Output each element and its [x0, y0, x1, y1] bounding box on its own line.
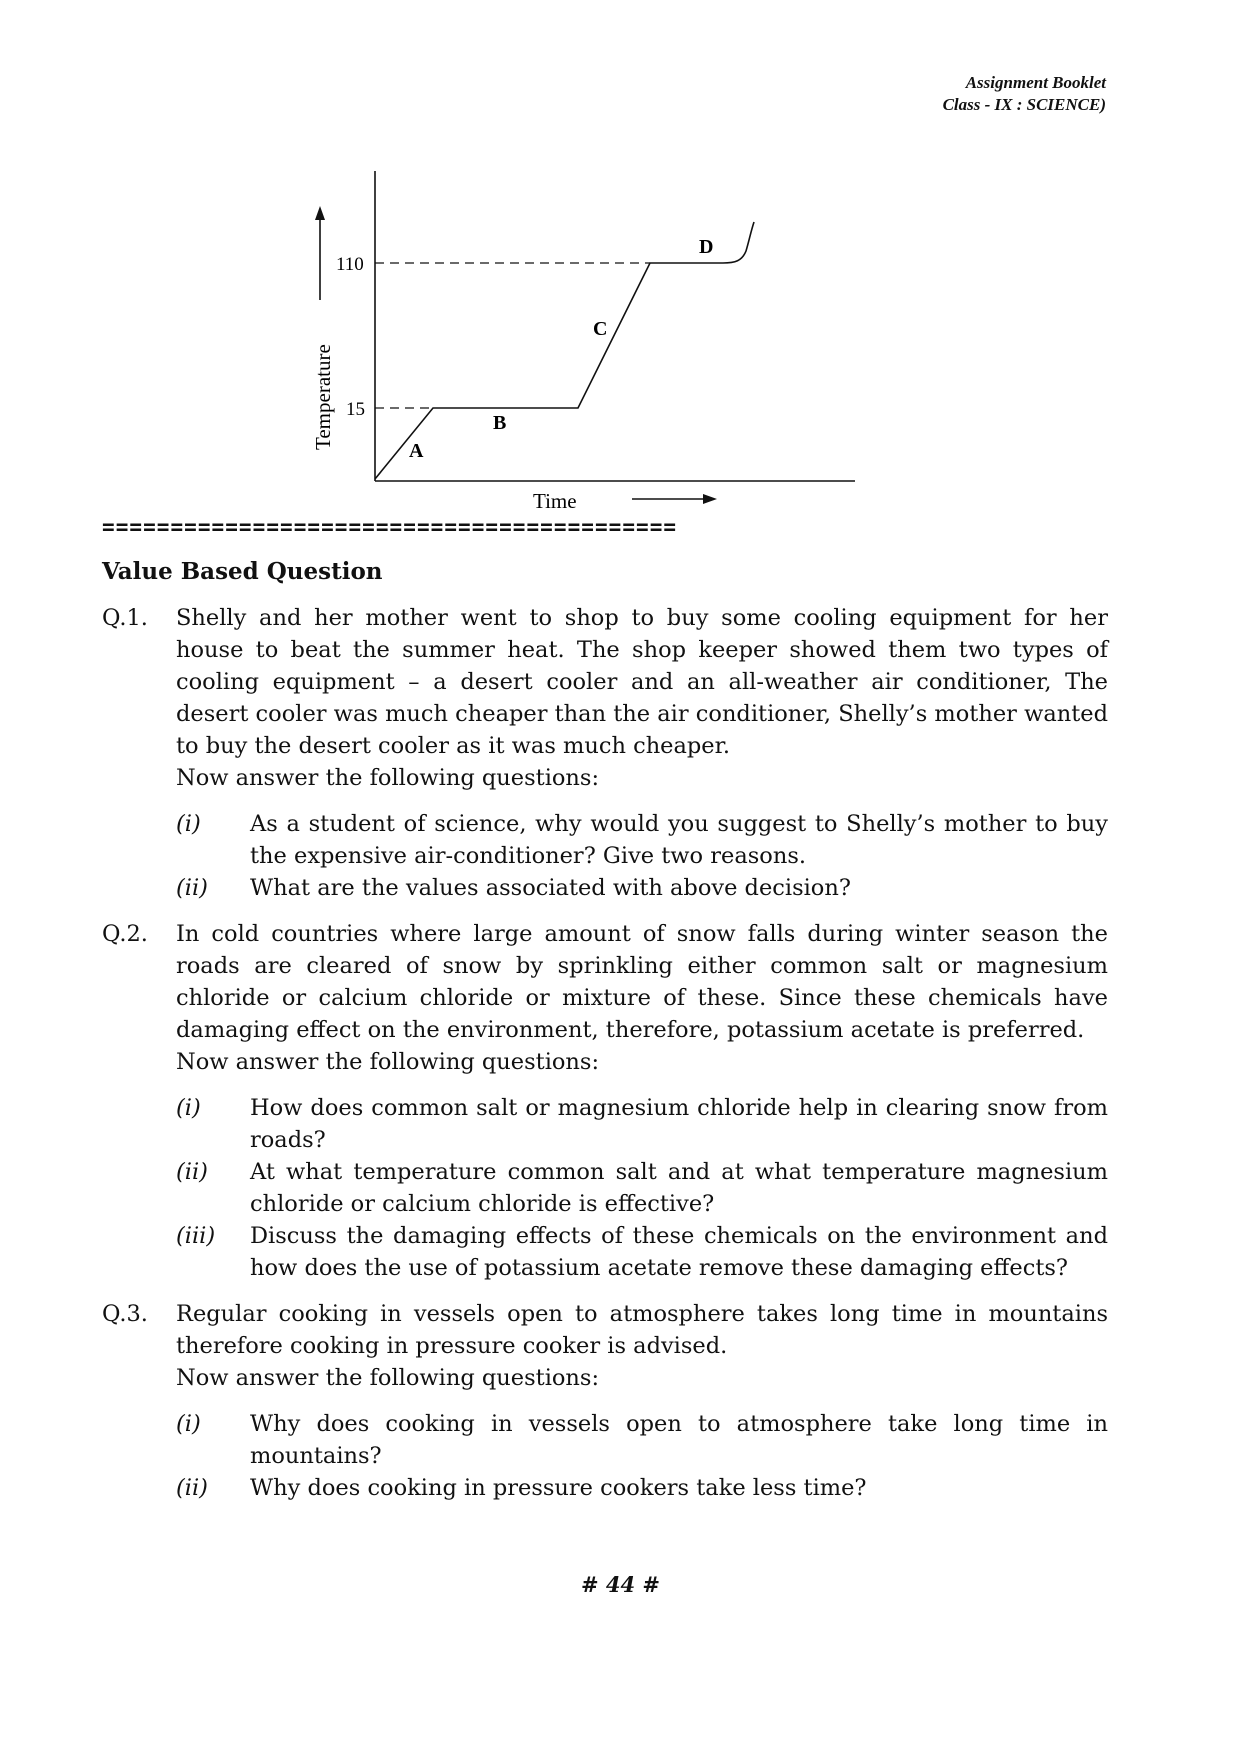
header-class: Class - IX : SCIENCE): [942, 95, 1106, 114]
question-text: Shelly and her mother went to shop to buy some cooling equipment for her house to beat the summer heat. The shop keeper showed them two types of cooling equipment – a desert cooler and an all-weather air conditioner, The desert cooler was much cheaper than the air conditioner, Shelly’s mother wanted to buy the desert cooler as it was much cheaper.: [176, 605, 1108, 759]
heating-curve-svg: [295, 165, 865, 515]
section-separator: ==========================================: [102, 515, 678, 539]
question-number: Q.1.: [102, 605, 148, 631]
sub-question-text: Discuss the damaging effects of these chemicals on the environment and how does the use of potassium acetate remove these damaging effects?: [250, 1223, 1108, 1281]
x-axis-label: Time: [533, 489, 577, 513]
question-3: [102, 1298, 1108, 1504]
sub-question-number: (ii): [176, 875, 208, 901]
question-1: [102, 602, 1108, 904]
segment-label-d: D: [699, 236, 714, 258]
sub-question: [176, 1156, 1108, 1220]
questions-list: [102, 602, 1108, 1518]
sub-question: [176, 808, 1108, 872]
sub-question-number: (iii): [176, 1223, 216, 1249]
segment-label-b: B: [493, 412, 507, 434]
heating-curve: [375, 263, 723, 479]
sub-question: [176, 1472, 1108, 1504]
sub-question-text: Why does cooking in pressure cookers take less time?: [250, 1475, 867, 1501]
page-number: # 44 #: [580, 1572, 661, 1597]
question-number: Q.2.: [102, 921, 148, 947]
sub-question-list: [176, 808, 1108, 904]
question-number: Q.3.: [102, 1301, 148, 1327]
sub-question: [176, 1092, 1108, 1156]
segment-label-c: C: [593, 318, 608, 340]
sub-question-text: How does common salt or magnesium chloride help in clearing snow from roads?: [250, 1095, 1108, 1153]
sub-question: [176, 1220, 1108, 1284]
question-prompt: Now answer the following questions:: [176, 1049, 600, 1075]
question-2: [102, 918, 1108, 1284]
question-text: Regular cooking in vessels open to atmosphere takes long time in mountains therefore cooking in pressure cooker is advised.: [176, 1301, 1108, 1359]
header-title: Assignment Booklet: [965, 73, 1106, 92]
sub-question-number: (ii): [176, 1475, 208, 1501]
y-arrow-head: [315, 206, 325, 220]
page-header: [943, 72, 1106, 116]
sub-question-text: As a student of science, why would you suggest to Shelly’s mother to buy the expensive air-conditioner? Give two reasons.: [250, 811, 1108, 869]
question-prompt: Now answer the following questions:: [176, 1365, 600, 1391]
question-prompt: Now answer the following questions:: [176, 765, 600, 791]
y-axis-label: Temperature: [311, 344, 335, 450]
curve-tail: [723, 222, 754, 263]
sub-question: [176, 1408, 1108, 1472]
x-arrow-head: [703, 494, 717, 504]
segment-label-a: A: [409, 440, 424, 462]
sub-question-list: [176, 1408, 1108, 1504]
sub-question-text: What are the values associated with above decision?: [250, 875, 851, 901]
tick-label-15: 15: [346, 399, 365, 420]
sub-question-number: (i): [176, 1411, 201, 1437]
question-text: In cold countries where large amount of snow falls during winter season the roads are cleared of snow by sprinkling either common salt or magnesium chloride or calcium chloride or mixture of these. Since these chemicals have damaging effect on the environment, therefore, potassium acetate is preferred.: [176, 921, 1108, 1043]
sub-question-list: [176, 1092, 1108, 1284]
sub-question-text: Why does cooking in vessels open to atmosphere take long time in mountains?: [250, 1411, 1108, 1469]
heating-curve-figure: [295, 165, 865, 519]
section-title: Value Based Question: [102, 558, 383, 585]
tick-label-110: 110: [336, 254, 364, 275]
sub-question-number: (i): [176, 1095, 201, 1121]
sub-question: [176, 872, 1108, 904]
sub-question-number: (ii): [176, 1159, 208, 1185]
sub-question-number: (i): [176, 811, 201, 837]
sub-question-text: At what temperature common salt and at what temperature magnesium chloride or calcium chloride is effective?: [250, 1159, 1108, 1217]
